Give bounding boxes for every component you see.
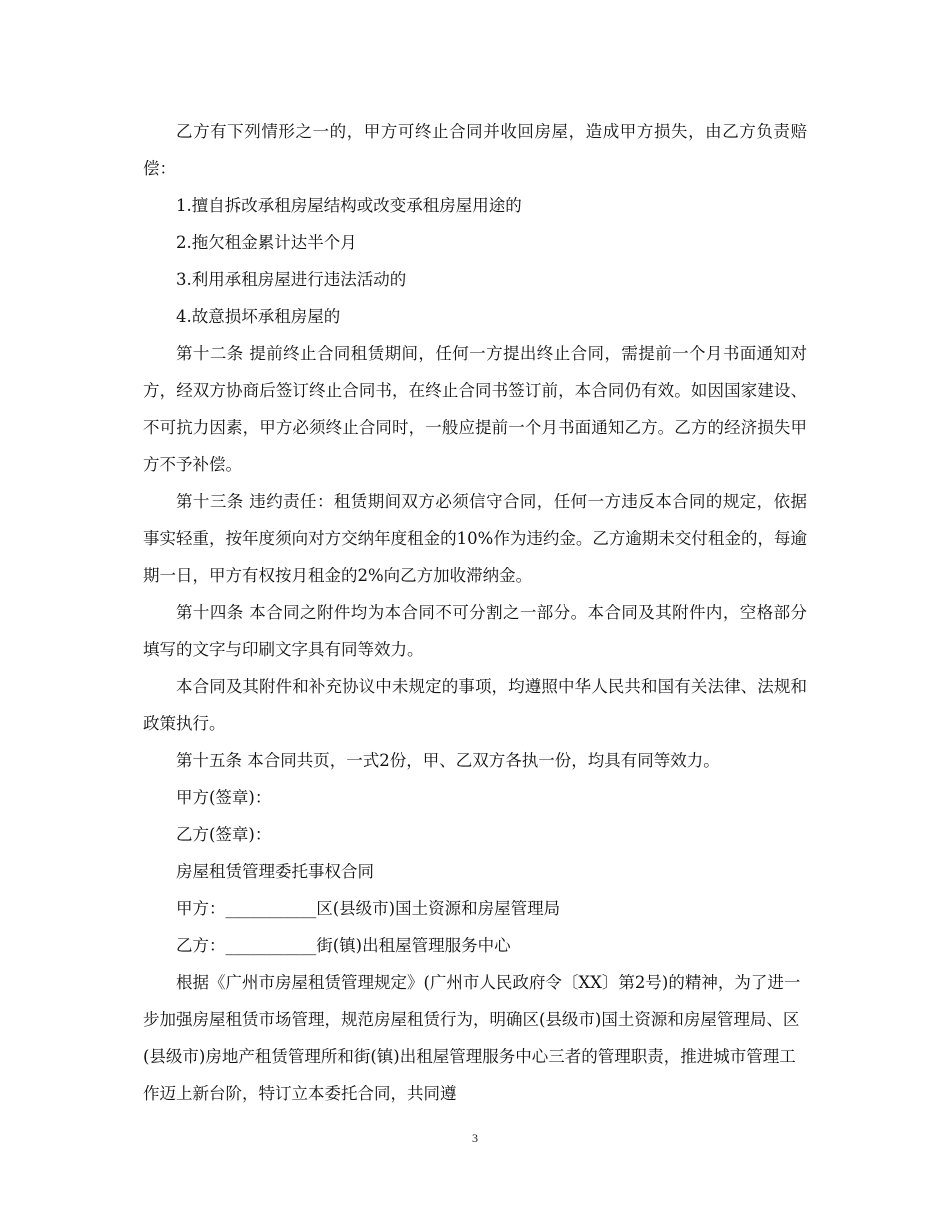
party-a-signature: 甲方(签章)： [176, 788, 272, 807]
paragraph-termination-conditions: 乙方有下列情形之一的，甲方可终止合同并收回房屋，造成甲方损失，由乙方负责赔偿： [143, 122, 807, 178]
clause-12: 第十二条 提前终止合同租赁期间，任何一方提出终止合同，需提前一个月书面通知对方，经双方协商后签订终止合同书，在终止合同书签订前，本合同仍有效。如因国家建设、不可抗力因素，甲方必须终止合同时，一般应提前一个月书面通知乙方。乙方的经济损失甲方不予补偿。 [143, 344, 807, 474]
contract-title: 房屋租赁管理委托事权合同 [176, 862, 374, 881]
party-b-line: 乙方：___________街(镇)出租屋管理服务中心 [176, 936, 511, 955]
list-item-3: 3.利用承租房屋进行违法活动的 [176, 270, 407, 289]
list-item-1: 1.擅自拆改承租房屋结构或改变承租房屋用途的 [176, 196, 522, 215]
party-a-line: 甲方：___________区(县级市)国土资源和房屋管理局 [176, 899, 561, 918]
list-item-4: 4.故意损坏承租房屋的 [176, 307, 341, 326]
supplementary-note: 本合同及其附件和补充协议中未规定的事项，均遵照中华人民共和国有关法律、法规和政策执行。 [143, 677, 807, 733]
clause-13: 第十三条 违约责任：租赁期间双方必须信守合同，任何一方违反本合同的规定，依据事实轻重，按年度须向对方交纳年度租金的10%作为违约金。乙方逾期未交付租金的，每逾期一日，甲方有权按月租金的2%向乙方加收滞纳金。 [143, 492, 807, 585]
clause-15: 第十五条 本合同共页，一式2份，甲、乙双方各执一份，均具有同等效力。 [176, 751, 720, 770]
preamble-paragraph: 根据《广州市房屋租赁管理规定》(广州市人民政府令〔XX〕第2号)的精神，为了进一步加强房屋租赁市场管理，规范房屋租赁行为，明确区(县级市)国土资源和房屋管理局、区(县级市)房地产租赁管理所和街(镇)出租屋管理服务中心三者的管理职责，推进城市管理工作迈上新台阶，特订立本委托合同，共同遵 [143, 973, 801, 1103]
party-b-signature: 乙方(签章)： [176, 825, 272, 844]
list-item-2: 2.拖欠租金累计达半个月 [176, 233, 357, 252]
document-body [143, 113, 807, 1112]
clause-14: 第十四条 本合同之附件均为本合同不可分割之一部分。本合同及其附件内，空格部分填写的文字与印刷文字具有同等效力。 [143, 603, 807, 659]
page-number: 3 [472, 1131, 478, 1145]
